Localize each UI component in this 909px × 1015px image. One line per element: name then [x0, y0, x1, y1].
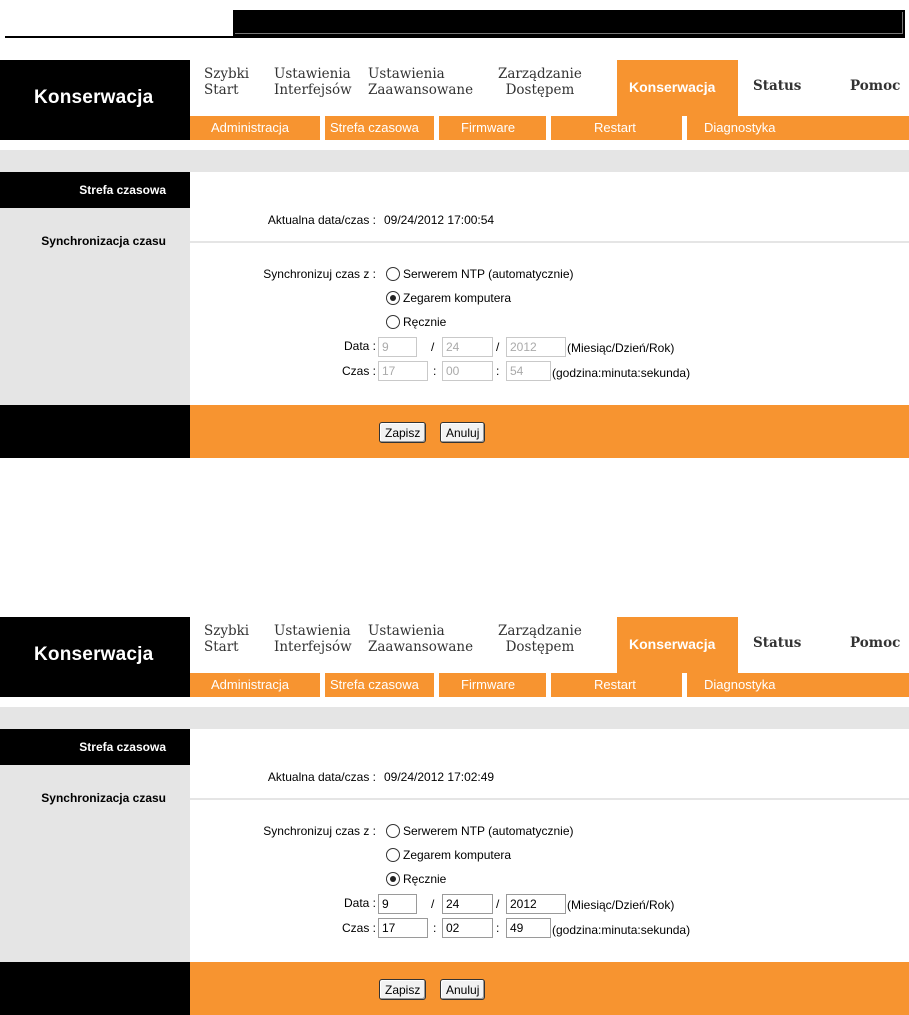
brand-block: [0, 617, 190, 697]
nav-access-management[interactable]: Zarządzanie Dostępem: [498, 66, 582, 98]
subnav-administration[interactable]: Administracja: [211, 677, 290, 692]
nav-help[interactable]: Pomoc: [850, 635, 901, 651]
radio-pc-clock[interactable]: Zegarem komputera: [386, 848, 511, 862]
radio-manual[interactable]: Ręcznie: [386, 872, 446, 886]
date-label: Data :: [343, 896, 376, 910]
year-field[interactable]: [506, 894, 566, 914]
footer-bar: [190, 962, 909, 1015]
year-field[interactable]: [506, 337, 566, 357]
sidebar: [0, 172, 190, 405]
sidebar-title: Strefa czasowa: [0, 172, 190, 208]
radio-manual-indicator[interactable]: [386, 872, 400, 886]
footer-bar: [190, 405, 909, 458]
subnav-firmware[interactable]: Firmware: [461, 677, 516, 692]
content-area: [190, 172, 909, 405]
current-time-value: 09/24/2012 17:00:54: [384, 213, 495, 227]
day-field[interactable]: [442, 894, 493, 914]
current-time-value: 09/24/2012 17:02:49: [384, 770, 495, 784]
time-label: Czas :: [341, 364, 376, 378]
month-field[interactable]: [378, 337, 417, 357]
footer-left: [0, 405, 190, 458]
time-sep-2: :: [496, 364, 500, 378]
radio-pc-clock[interactable]: Zegarem komputera: [386, 291, 511, 305]
nav-access-management[interactable]: Zarządzanie Dostępem: [498, 623, 582, 655]
sidebar-item-time-sync: Synchronizacja czasu: [41, 234, 166, 248]
nav-status[interactable]: Status: [753, 78, 802, 94]
hour-field[interactable]: [378, 361, 428, 381]
spacer-bar: [0, 707, 909, 729]
hour-field[interactable]: [378, 918, 428, 938]
router-panel-1: [0, 60, 909, 458]
header-bar: [233, 10, 905, 36]
spacer-bar: [0, 150, 909, 172]
time-sep-2: :: [496, 921, 500, 935]
sub-nav: [190, 116, 909, 140]
brand-title: Konserwacja: [34, 87, 154, 108]
radio-manual[interactable]: Ręcznie: [386, 315, 446, 329]
subnav-time-zone[interactable]: Strefa czasowa: [330, 677, 419, 692]
nav-interface-settings[interactable]: Ustawienia Interfejsów: [274, 623, 352, 655]
nav-maintenance[interactable]: Konserwacja: [617, 60, 738, 116]
date-sep-2: /: [496, 897, 500, 911]
subnav-restart[interactable]: Restart: [594, 120, 636, 135]
radio-ntp[interactable]: Serwerem NTP (automatycznie): [386, 267, 574, 281]
radio-ntp[interactable]: Serwerem NTP (automatycznie): [386, 824, 574, 838]
radio-ntp-indicator[interactable]: [386, 267, 400, 281]
date-sep-1: /: [431, 340, 435, 354]
time-sep-1: :: [433, 364, 437, 378]
nav-status[interactable]: Status: [753, 635, 802, 651]
radio-pc-clock-indicator[interactable]: [386, 848, 400, 862]
radio-manual-indicator[interactable]: [386, 315, 400, 329]
nav-quick-start[interactable]: Szybki Start: [204, 66, 250, 98]
current-time-label: Aktualna data/czas :: [267, 770, 376, 784]
day-field[interactable]: [442, 337, 493, 357]
subnav-diagnostics[interactable]: Diagnostyka: [704, 677, 776, 692]
sub-nav: [190, 673, 909, 697]
subnav-time-zone[interactable]: Strefa czasowa: [330, 120, 419, 135]
header-rule: [5, 36, 905, 38]
save-button[interactable]: Zapisz: [379, 979, 426, 1000]
radio-ntp-indicator[interactable]: [386, 824, 400, 838]
brand-title: Konserwacja: [34, 644, 154, 665]
date-hint: (Miesiąc/Dzień/Rok): [567, 341, 675, 355]
nav-quick-start[interactable]: Szybki Start: [204, 623, 250, 655]
minute-field[interactable]: [442, 918, 493, 938]
sidebar: [0, 729, 190, 962]
date-sep-2: /: [496, 340, 500, 354]
cancel-button[interactable]: Anuluj: [440, 422, 485, 443]
sync-from-label: Synchronizuj czas z :: [263, 267, 376, 281]
content-area: [190, 729, 909, 962]
time-hint: (godzina:minuta:sekunda): [552, 923, 691, 937]
current-time-label: Aktualna data/czas :: [267, 213, 376, 227]
nav-advanced-settings[interactable]: Ustawienia Zaawansowane: [368, 623, 474, 655]
save-button[interactable]: Zapisz: [379, 422, 426, 443]
month-field[interactable]: [378, 894, 417, 914]
sync-from-label: Synchronizuj czas z :: [263, 824, 376, 838]
subnav-firmware[interactable]: Firmware: [461, 120, 516, 135]
subnav-restart[interactable]: Restart: [594, 677, 636, 692]
date-label: Data :: [343, 339, 376, 353]
sidebar-item-time-sync: Synchronizacja czasu: [41, 791, 166, 805]
time-label: Czas :: [341, 921, 376, 935]
nav-advanced-settings[interactable]: Ustawienia Zaawansowane: [368, 66, 474, 98]
time-hint: (godzina:minuta:sekunda): [552, 366, 691, 380]
date-sep-1: /: [431, 897, 435, 911]
main-nav: [190, 60, 909, 116]
nav-interface-settings[interactable]: Ustawienia Interfejsów: [274, 66, 352, 98]
router-panel-2: [0, 617, 909, 1015]
radio-pc-clock-indicator[interactable]: [386, 291, 400, 305]
nav-maintenance[interactable]: Konserwacja: [617, 617, 738, 673]
second-field[interactable]: [506, 361, 551, 381]
divider: [190, 241, 909, 243]
subnav-administration[interactable]: Administracja: [211, 120, 290, 135]
brand-block: [0, 60, 190, 140]
footer-left: [0, 962, 190, 1015]
date-hint: (Miesiąc/Dzień/Rok): [567, 898, 675, 912]
main-nav: [190, 617, 909, 673]
time-sep-1: :: [433, 921, 437, 935]
cancel-button[interactable]: Anuluj: [440, 979, 485, 1000]
sidebar-title: Strefa czasowa: [0, 729, 190, 765]
second-field[interactable]: [506, 918, 551, 938]
subnav-diagnostics[interactable]: Diagnostyka: [704, 120, 776, 135]
document-header: [0, 0, 909, 40]
minute-field[interactable]: [442, 361, 493, 381]
nav-help[interactable]: Pomoc: [850, 78, 901, 94]
divider: [190, 798, 909, 800]
